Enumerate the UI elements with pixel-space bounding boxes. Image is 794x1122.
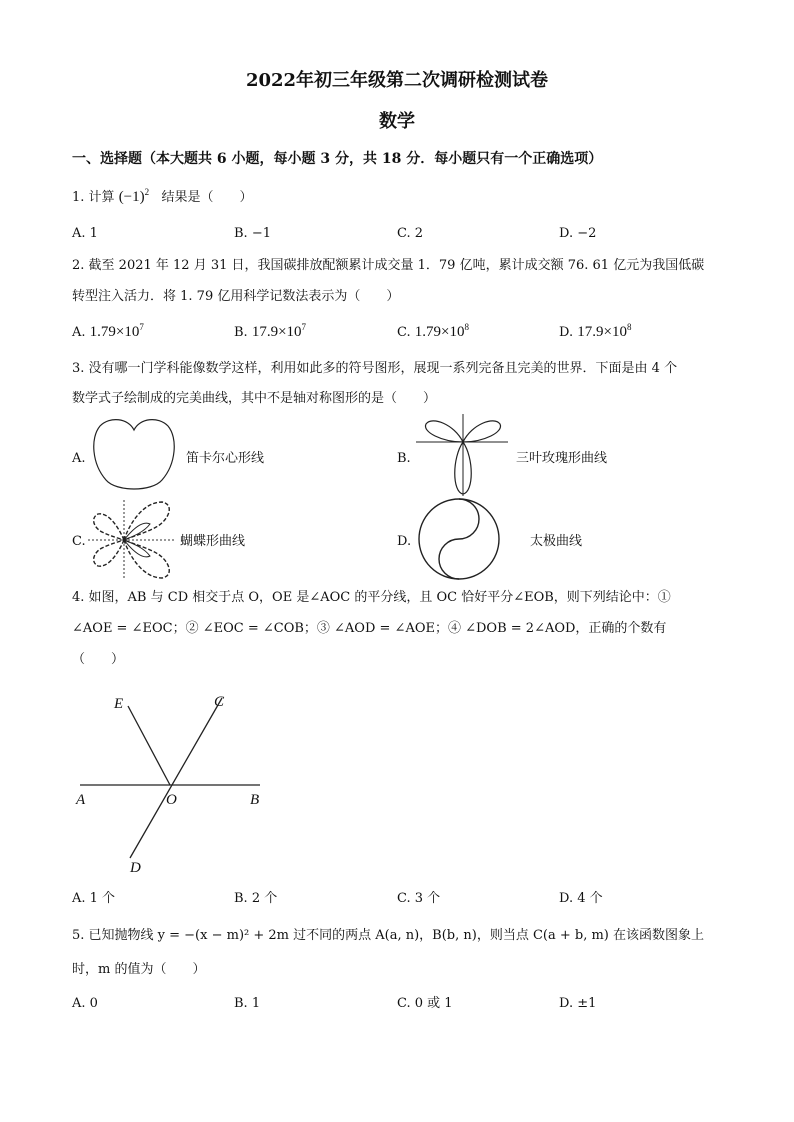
section-heading: 一、选择题（本大题共 6 小题，每小题 3 分，共 18 分．每小题只有一个正确选项） [72, 151, 603, 167]
q1-exponent: 2 [144, 187, 150, 197]
q2-option-d[interactable] [559, 324, 631, 341]
q2-option-b-mantissa: 17.9×10 [251, 324, 302, 340]
q2-option-d-exponent: 8 [626, 322, 632, 332]
q5-option-d[interactable]: D. ±1 [559, 996, 597, 1011]
q2-option-b-label: B. [234, 325, 248, 340]
q2-option-a-value [90, 324, 144, 340]
point-label-e: E [114, 696, 124, 712]
cardioid-figure [88, 412, 180, 498]
q4-stem-line3: （ ） [72, 652, 125, 667]
point-label-d: D [130, 860, 141, 875]
angle-diagram [70, 690, 270, 875]
q1-expression [119, 189, 149, 205]
q4-stem-line1: 4. 如图，AB 与 CD 相交于点 O，OE 是∠AOC 的平分线，且 OC 恰好平分∠EOB，则下列结论中：① [72, 590, 671, 605]
q3-option-b-name: 三叶玫瑰形曲线 [516, 451, 608, 466]
q1-base: (−1) [118, 189, 145, 205]
q1-stem-suffix: 结果是（ ） [161, 190, 253, 205]
point-label-a: A [76, 792, 86, 808]
q2-option-c-label: C. [397, 325, 411, 340]
q5-stem-line1: 5. 已知抛物线 y = −(x − m)² + 2m 过不同的两点 A(a, n)，B(b, n)，则当点 C(a + b, m) 在该函数图象上 [72, 928, 705, 943]
q3-option-a-name: 笛卡尔心形线 [186, 451, 265, 466]
q1-option-b[interactable]: B. −1 [234, 226, 271, 241]
q5-option-b[interactable]: B. 1 [234, 996, 261, 1011]
q2-option-a-exponent: 7 [139, 322, 144, 332]
q3-option-c-name: 蝴蝶形曲线 [180, 534, 246, 549]
point-label-b: B [250, 792, 260, 808]
q5-stem-line2: 时，m 的值为（ ） [72, 962, 206, 977]
butterfly-curve-figure [86, 496, 176, 584]
subject-title: 数学 [379, 111, 415, 132]
q3-option-d-label[interactable]: D. [397, 534, 412, 549]
q1-option-a[interactable]: A. 1 [72, 226, 98, 241]
q2-option-a-mantissa: 1.79×10 [89, 324, 140, 340]
q2-option-d-mantissa: 17.9×10 [577, 324, 627, 340]
point-label-c: C [214, 694, 225, 710]
q3-stem-line1: 3. 没有哪一门学科能像数学这样，利用如此多的符号图形，展现一系列完备且完美的世界．下面是由 4 个 [72, 361, 678, 376]
q2-option-b-value [252, 324, 306, 340]
q3-option-a-label[interactable]: A. [72, 451, 86, 466]
q2-option-b[interactable] [234, 324, 306, 341]
q4-stem-line2: ∠AOE = ∠EOC；② ∠EOC = ∠COB；③ ∠AOD = ∠AOE；④ ∠DOB = 2∠AOD，正确的个数有 [72, 621, 667, 636]
q2-option-a[interactable] [72, 324, 144, 341]
q2-option-a-label: A. [72, 325, 86, 340]
q3-option-d-name: 太极曲线 [530, 534, 583, 549]
q1-stem [72, 189, 253, 206]
q3-stem-line2: 数学式子绘制成的完美曲线，其中不是轴对称图形的是（ ） [72, 391, 437, 406]
q2-option-c-exponent: 8 [464, 322, 469, 332]
q4-option-d[interactable]: D. 4 个 [559, 891, 603, 906]
q5-option-a[interactable]: A. 0 [72, 996, 98, 1011]
three-leaf-rose-figure [414, 412, 510, 498]
q2-option-c-mantissa: 1.79×10 [414, 324, 465, 340]
q2-option-d-value [577, 324, 631, 340]
q5-option-c[interactable]: C. 0 或 1 [397, 996, 453, 1011]
q2-option-c-value [415, 324, 469, 340]
q3-option-b-label[interactable]: B. [397, 451, 411, 466]
q2-option-b-exponent: 7 [301, 322, 307, 332]
q2-option-c[interactable] [397, 324, 469, 341]
q2-stem-line2: 转型注入活力．将 1. 79 亿用科学记数法表示为（ ） [72, 289, 400, 304]
q4-option-a[interactable]: A. 1 个 [72, 891, 116, 906]
q2-option-d-label: D. [559, 325, 574, 340]
q2-stem-line1: 2. 截至 2021 年 12 月 31 日，我国碳排放配额累计成交量 1．79 亿吨，累计成交额 76. 61 亿元为我国低碳 [72, 258, 705, 273]
q1-option-d[interactable]: D. −2 [559, 226, 597, 241]
taiji-curve-figure [416, 496, 502, 582]
q4-option-b[interactable]: B. 2 个 [234, 891, 278, 906]
q1-stem-prefix: 1. 计算 [72, 190, 115, 205]
q1-option-c[interactable]: C. 2 [397, 226, 424, 241]
q3-option-c-label[interactable]: C. [72, 534, 86, 549]
q4-option-c[interactable]: C. 3 个 [397, 891, 441, 906]
exam-title: 2022年初三年级第二次调研检测试卷 [245, 70, 549, 91]
point-label-o: O [166, 792, 177, 808]
